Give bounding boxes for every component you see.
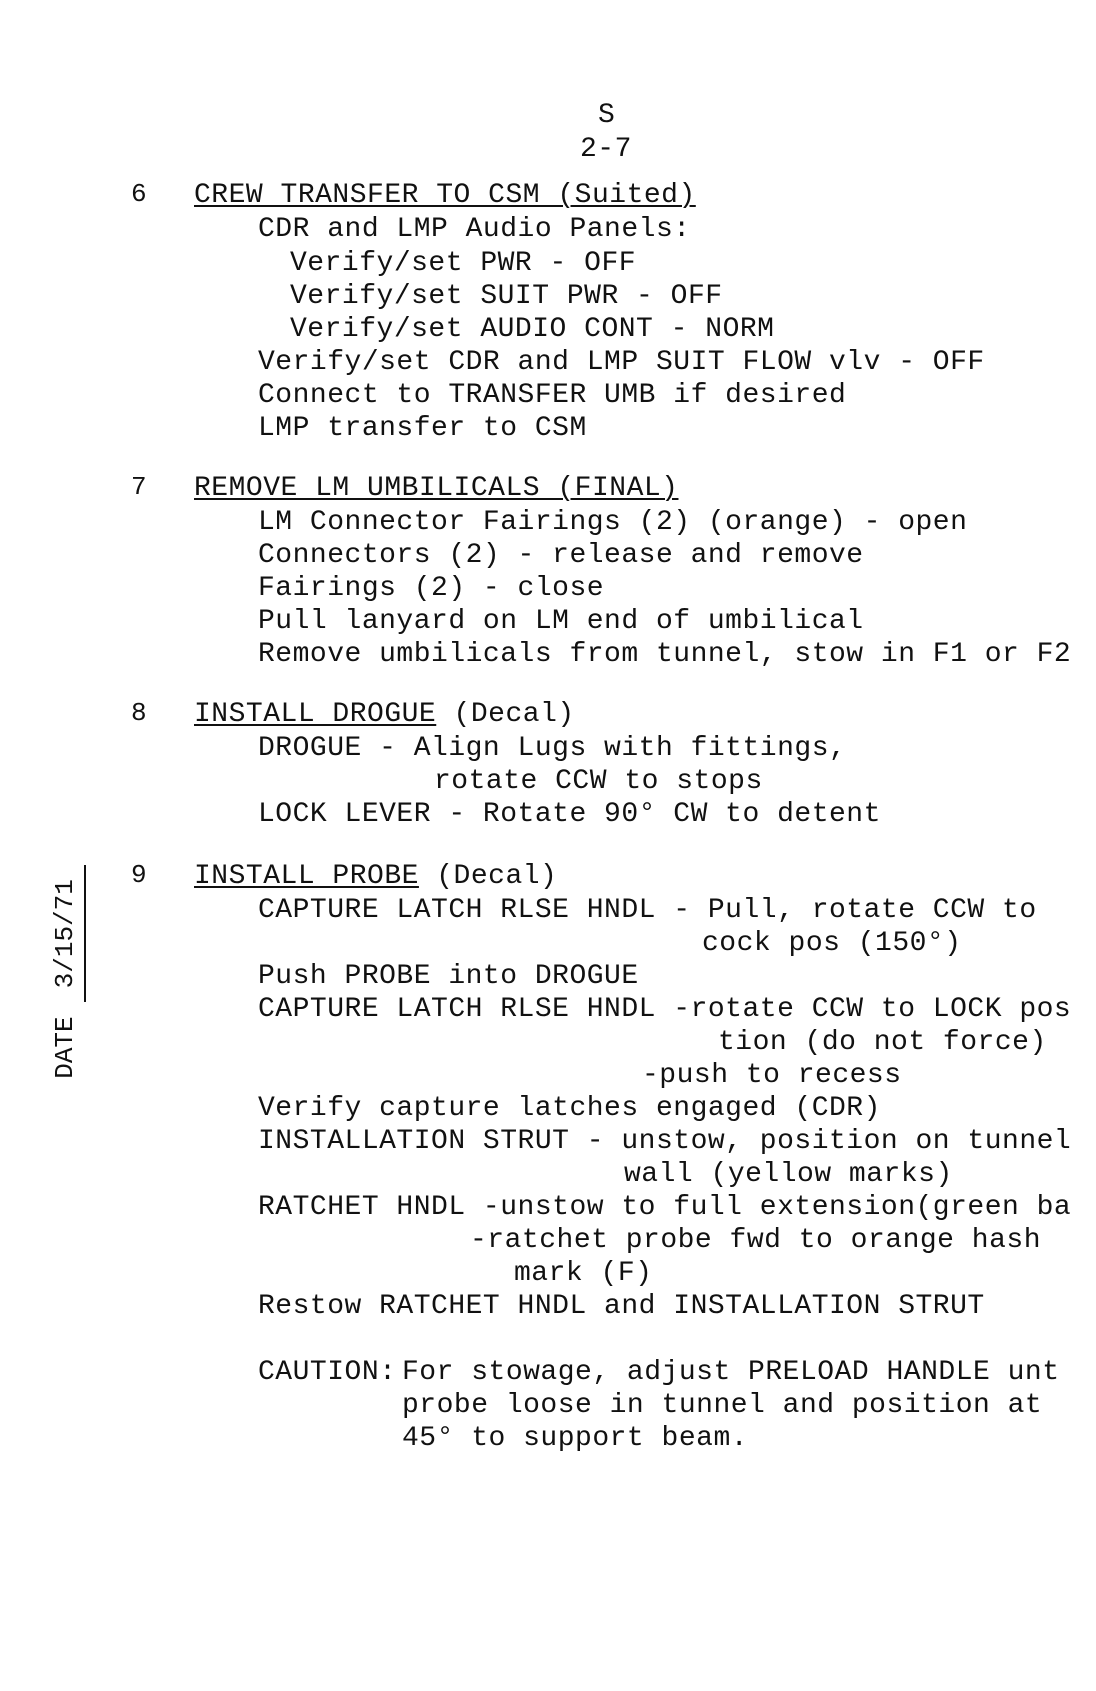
step-line: -push to recess [642,1060,902,1091]
step-line: Push PROBE into DROGUE [258,961,639,992]
caution-label: CAUTION: [258,1357,397,1388]
step-number: 9 [131,860,147,890]
step-title-suffix: (Decal) [436,699,575,730]
step-line: Verify/set SUIT PWR - OFF [290,281,723,312]
step-line: cock pos (150°) [702,928,962,959]
step-line: Pull lanyard on LM end of umbilical [258,606,864,637]
step-line: Restow RATCHET HNDL and INSTALLATION STRUT [258,1291,985,1322]
step-title: INSTALL PROBE [194,861,419,892]
date-label: DATE [50,1016,80,1079]
step-line: Verify capture latches engaged (CDR) [258,1093,881,1124]
step-line: tion (do not force) [718,1027,1047,1058]
step-line: LM Connector Fairings (2) (orange) - open [258,507,968,538]
page-number: 2-7 [580,134,632,165]
step-line: wall (yellow marks) [624,1159,953,1190]
step-line: LOCK LEVER - Rotate 90° CW to detent [258,799,881,830]
step-title: INSTALL DROGUE [194,699,437,730]
step-line: rotate CCW to stops [434,766,763,797]
step-number: 6 [131,179,147,209]
step-line: CAPTURE LATCH RLSE HNDL - Pull, rotate CCW to [258,895,1037,926]
step-title-line [194,861,557,893]
step-line: Verify/set AUDIO CONT - NORM [290,314,775,345]
step-line: -ratchet probe fwd to orange hash [470,1225,1041,1256]
step-line: Connectors (2) - release and remove [258,540,864,571]
step-title: REMOVE LM UMBILICALS (FINAL) [194,473,679,504]
caution-line: 45° to support beam. [402,1423,749,1454]
step-number: 7 [131,472,147,502]
step-number: 8 [131,698,147,728]
step-title-suffix: (Decal) [418,861,558,892]
caution-line: For stowage, adjust PRELOAD HANDLE unt [402,1357,1060,1388]
step-line: DROGUE - Align Lugs with fittings, [258,733,847,764]
step-line: CDR and LMP Audio Panels: [258,214,691,245]
step-line: CAPTURE LATCH RLSE HNDL -rotate CCW to LOCK pos [258,994,1072,1025]
date-value: 3/15/71 [50,865,86,1002]
step-line: Remove umbilicals from tunnel, stow in F1 or F2 [258,639,1072,670]
step-title: CREW TRANSFER TO CSM (Suited) [194,180,696,211]
step-line: Fairings (2) - close [258,573,605,604]
caution-line: probe loose in tunnel and position at [402,1390,1043,1421]
section-letter: S [598,100,616,131]
date-stamp [20,865,86,1110]
step-line: Connect to TRANSFER UMB if desired [258,380,847,411]
step-line: Verify/set CDR and LMP SUIT FLOW vlv - OFF [258,347,985,378]
step-line: LMP transfer to CSM [258,413,587,444]
step-line: Verify/set PWR - OFF [290,248,637,279]
step-title-line [194,699,575,731]
step-line: INSTALLATION STRUT - unstow, position on tunnel [258,1126,1072,1157]
step-line: RATCHET HNDL -unstow to full extension(green ba [258,1192,1072,1223]
step-line: mark (F) [514,1258,653,1289]
